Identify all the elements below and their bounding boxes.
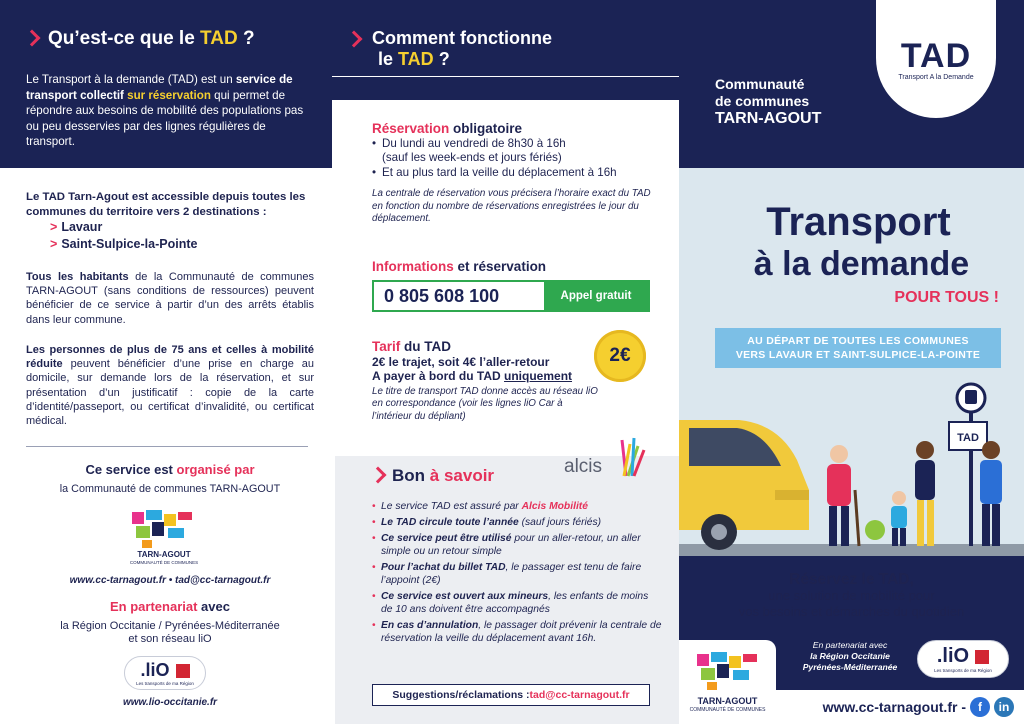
chevron-right-icon	[348, 32, 360, 48]
intro-text: Le Transport à la demande (TAD) est un service de transport collectif sur réservation qui permet de répondre aux besoins de mobilité des populations pas ou peu desservies par des lignes régulières de transport.	[26, 73, 304, 148]
free-call-label: Appel gratuit	[544, 282, 648, 310]
occitanie-flag-icon	[975, 650, 989, 664]
suggestions-box: Suggestions/réclamations : tad@cc-tarnagout.fr	[372, 684, 650, 706]
panel-what-is-tad	[0, 0, 332, 724]
partner-text: la Région Occitanie / Pyrénées-Méditerranée et son réseau liO	[60, 620, 280, 645]
email-link[interactable]: tad@cc-tarnagout.fr	[175, 575, 271, 586]
organiser-name: la Communauté de communes TARN-AGOUT	[59, 483, 281, 495]
info-title: Informations et réservation	[372, 259, 547, 274]
pour-tous-label: POUR TOUS !	[894, 289, 999, 306]
destinations-banner: AU DÉPART DE TOUTES LES COMMUNES VERS LAVAUR ET SAINT-SULPICE-LA-POINTE	[715, 328, 1001, 368]
cover-title-line1: Transport	[766, 200, 951, 244]
organiser-title: Ce service est organisé par	[85, 462, 255, 477]
lio-logo: .liO Les transports de ma Région	[917, 640, 1009, 678]
community-name: Communauté de communes TARN-AGOUT	[715, 76, 822, 127]
panel-cover	[679, 0, 1024, 724]
list-item: • Ce service est ouvert aux mineurs, les enfants de moins de 10 ans doivent être accompagnés	[372, 590, 662, 616]
phone-number: 0 805 608 100	[384, 285, 500, 306]
tad-badge-logo: TAD Transport A la Demande	[876, 0, 996, 118]
inhabitants-text: Tous les habitants de la Communauté de communes TARN-AGOUT (sans conditions de ressources) peuvent bénéficier de ce service à partir d’un des arrêts établis dans leur commune.	[26, 271, 314, 326]
van-and-people-illustration	[679, 380, 1024, 556]
destination-item: > Saint-Sulpice-la-Pointe	[50, 237, 198, 251]
list-item: • Le TAD circule toute l’année (sauf jours fériés)	[372, 516, 662, 529]
list-item: • Pour l’achat du billet TAD, le passager est tenu de faire l’appoint (2€)	[372, 561, 662, 587]
chevron-right-icon	[372, 468, 384, 484]
partner-title: En partenariat avec	[110, 599, 230, 614]
list-item: • Le service TAD est assuré par Alcis Mobilité	[372, 500, 662, 513]
lio-logo: .liO Les transports de ma Région	[124, 656, 206, 690]
lio-url[interactable]: www.lio-occitanie.fr	[122, 697, 218, 708]
list-item: • En cas d’annulation, le passager doit prévenir la centrale de réservation la veille du déplacement avant 16h.	[372, 619, 662, 645]
facebook-icon[interactable]: f	[970, 697, 990, 717]
partner-text: En partenariat avec la Région Occitanie Pyrénées-Méditerranée	[802, 640, 898, 672]
linkedin-icon[interactable]: in	[994, 697, 1014, 717]
divider	[26, 446, 308, 447]
tarif-block: Tarif du TAD 2€ le trajet, soit 4€ l’aller-retour A payer à bord du TAD uniquement Le titre de transport TAD donne accès au réseau liO en correspondance (voir les lignes liO Car à l’intérieur du dépliant)	[372, 339, 598, 422]
destination-item: > Lavaur	[50, 220, 103, 234]
chevron-right-icon	[26, 31, 38, 47]
list-item: • Ce service peut être utilisé pour un aller-retour, un aller simple ou un retour simple	[372, 532, 662, 558]
how-title: Comment fonctionne le TAD ?	[372, 28, 552, 70]
occitanie-flag-icon	[176, 664, 190, 678]
access-section: Le TAD Tarn-Agout est accessible depuis toutes les communes du territoire vers 2 destinations : > Lavaur > Saint-Sulpice-la-Pointe	[26, 190, 314, 253]
phone-box[interactable]	[372, 280, 650, 312]
tarn-agout-logo: TARN-AGOUT COMMUNAUTÉ DE COMMUNES	[128, 508, 200, 568]
website-link[interactable]: www.cc-tarnagout.fr	[69, 575, 166, 586]
suggestions-email-link[interactable]: tad@cc-tarnagout.fr	[529, 689, 630, 701]
stop-sign-label: TAD	[957, 432, 979, 444]
footer-url-bar	[776, 690, 1024, 724]
reservez-text: Réservez le TAD, une solution de mobilité pour vos besoins et démarches du quotidien	[738, 571, 965, 619]
tarn-agout-logo-card: TARN-AGOUT COMMUNAUTÉ DE COMMUNES	[679, 640, 776, 724]
what-is-header	[0, 0, 332, 168]
seniors-text: Les personnes de plus de 75 ans et celles à mobilité réduite peuvent bénéficier d’une prise en charge au domicile, sur demande lors de la réservation, et sur présentation d’un justificatif : copie de la carte d’identité/passeport, ou certificat d’invalidité, ou certificat médical.	[26, 344, 314, 428]
website-link[interactable]: www.cc-tarnagout.fr -	[822, 699, 966, 715]
good-to-know-list	[372, 500, 662, 648]
alcis-logo: alcis	[564, 436, 654, 482]
cover-title-line2: à la demande	[753, 245, 970, 283]
reservation-block: Réservation obligatoire • Du lundi au vendredi de 8h30 à 16h (sauf les week-ends et jours fériés) • Et au plus tard la veille du déplacement à 16h La centrale de réservation vous précisera l’horaire exact du TAD en fonction du nombre de réservations enregistrées le jour du déplacement.	[372, 122, 662, 226]
price-coin: 2€	[594, 330, 646, 382]
what-is-title: Qu’est-ce que le TAD ?	[26, 28, 255, 50]
panel-how-it-works	[332, 0, 679, 724]
good-to-know-title: Bon à savoir	[372, 468, 662, 484]
organiser-contact: www.cc-tarnagout.fr • tad@cc-tarnagout.fr	[69, 575, 271, 586]
